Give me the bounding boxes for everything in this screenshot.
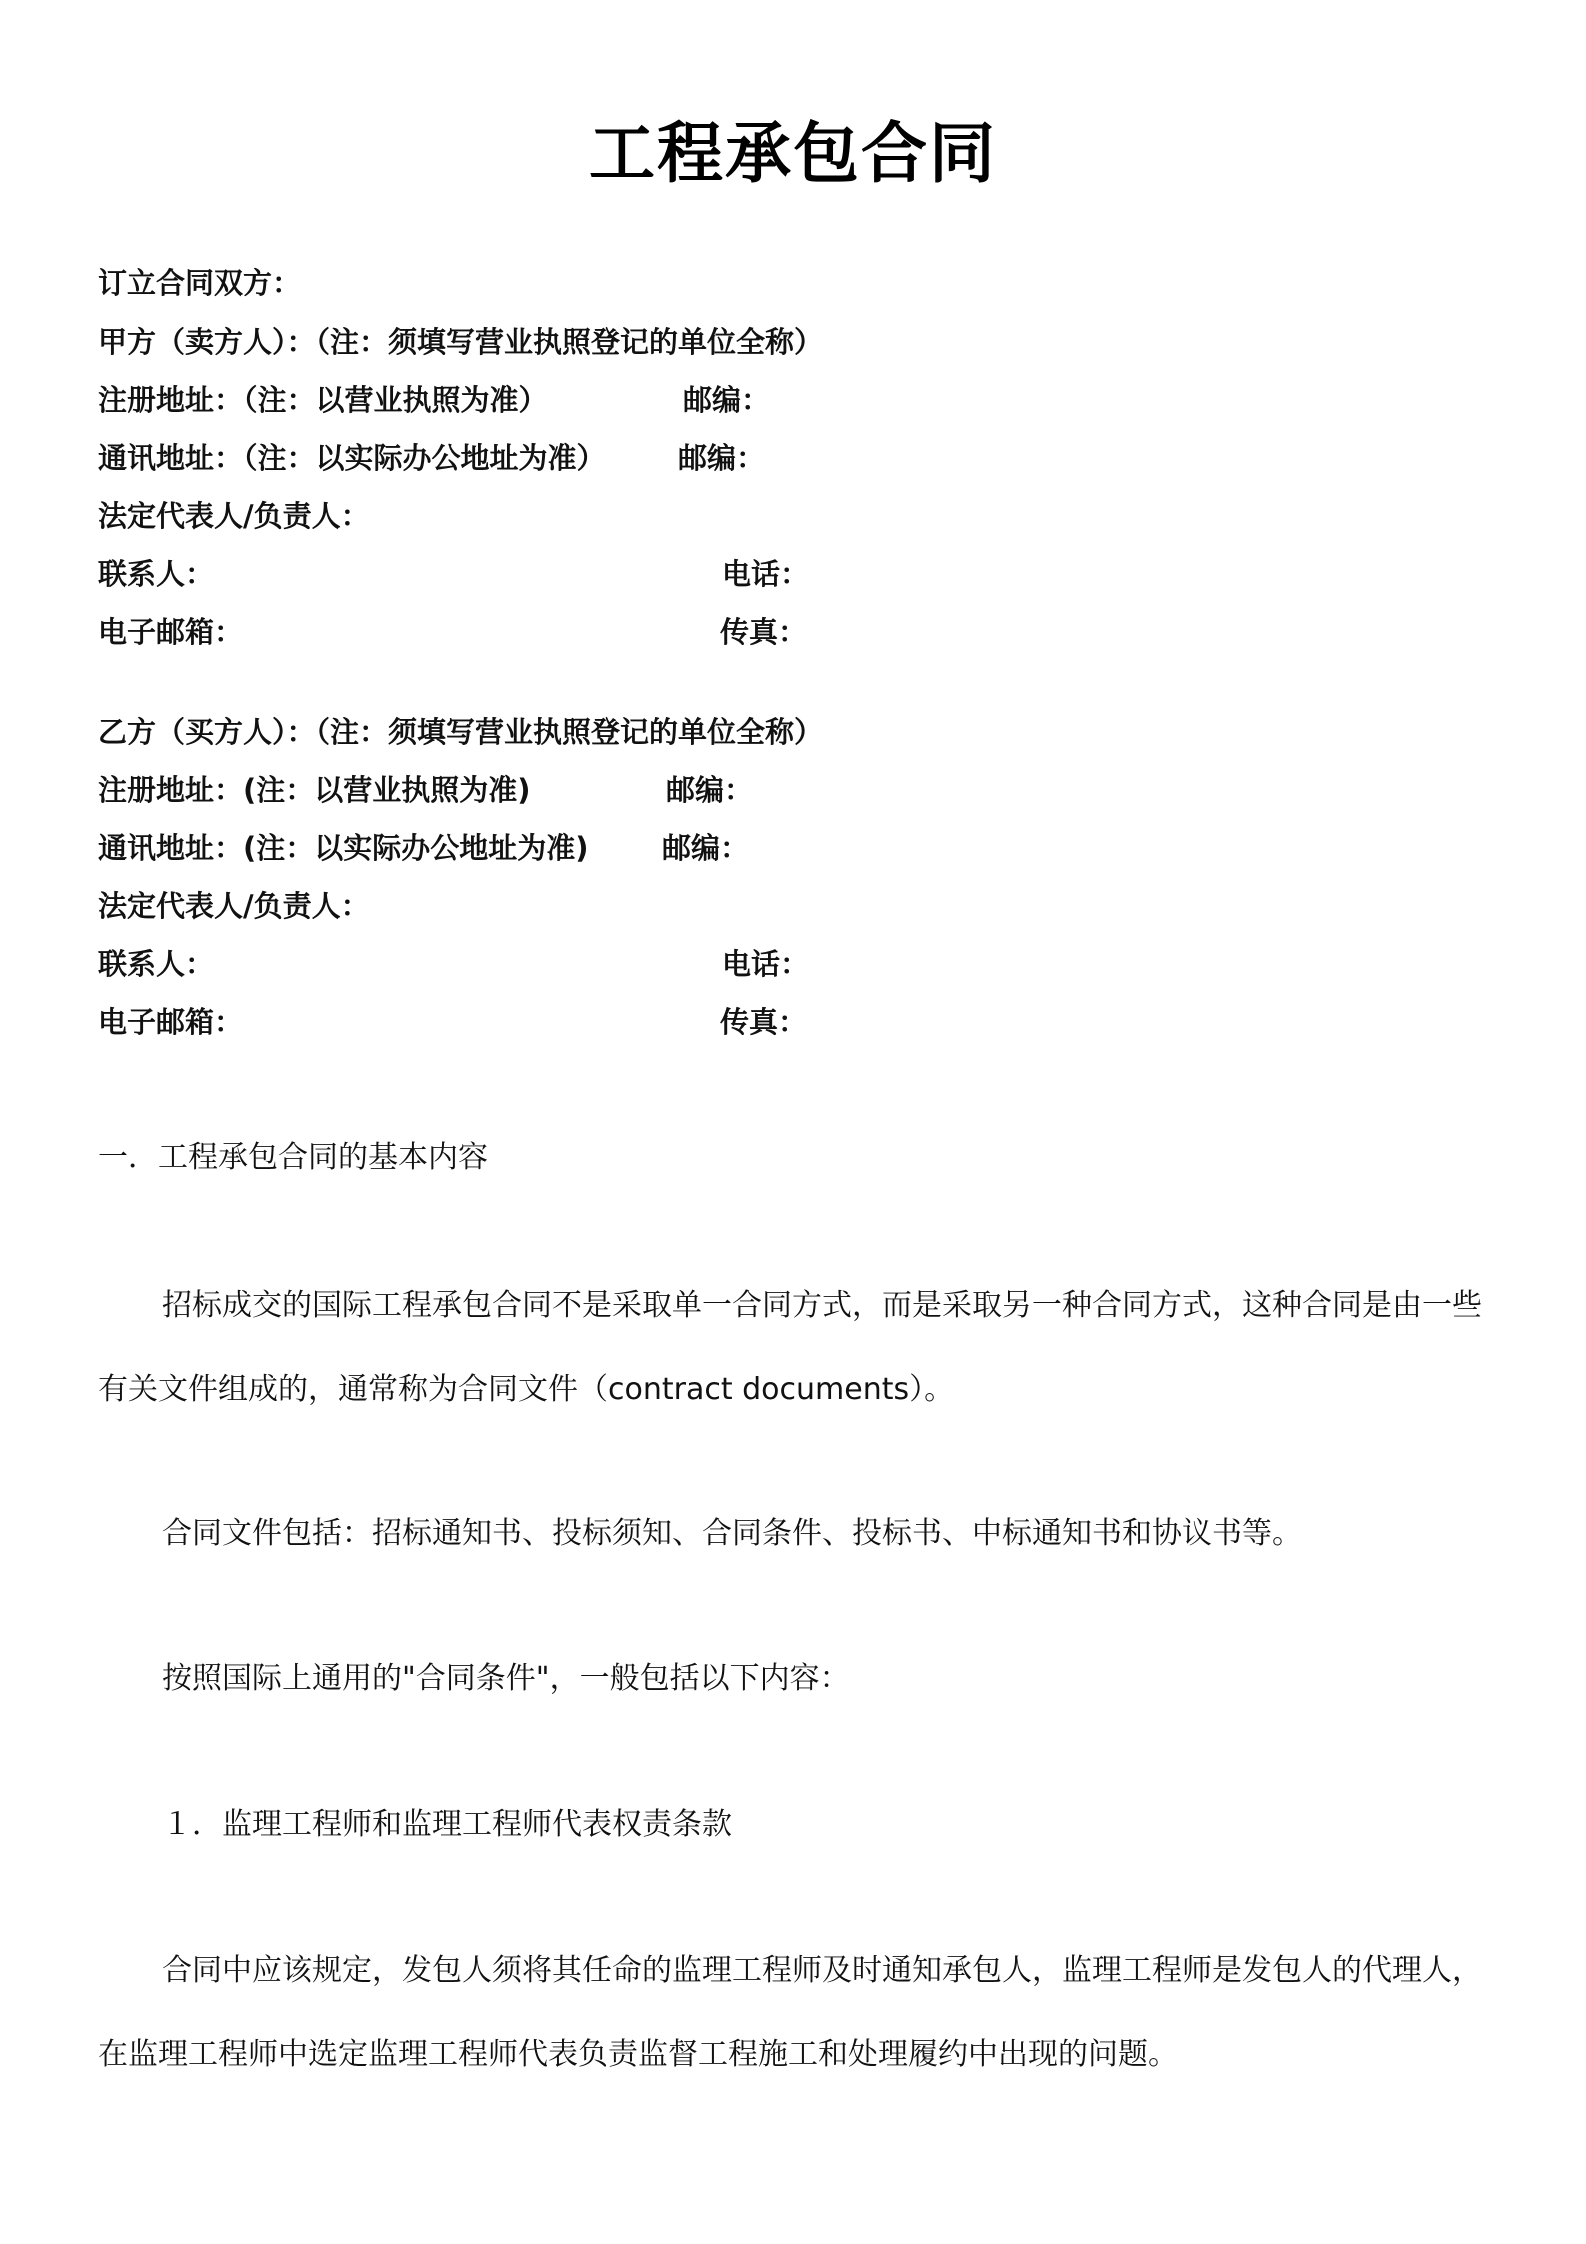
- party-b-name-line: 乙方（买方人）：（注：须填写营业执照登记的单位全称）: [98, 715, 824, 749]
- party-a-contact: 联系人：: [98, 557, 215, 591]
- party-a-phone: 电话：: [722, 557, 810, 591]
- party-a-legal-rep: 法定代表人/负责人：: [98, 499, 370, 533]
- party-b-mail-postcode: 邮编：: [662, 831, 750, 865]
- party-a-contact-row: [98, 554, 810, 594]
- paragraph-supervising-engineer: 合同中应该规定，发包人须将其任命的监理工程师及时通知承包人，监理工程师是发包人的代理人，在监理工程师中选定监理工程师代表负责监督工程施工和处理履约中出现的问题。: [98, 1953, 1482, 2072]
- party-b-email-row: [98, 1002, 808, 1042]
- paragraph-contract-documents-list: 合同文件包括：招标通知书、投标须知、合同条件、投标书、中标通知书和协议书等。: [162, 1516, 1302, 1551]
- parties-intro: 订立合同双方：: [98, 266, 302, 300]
- party-b-reg-postcode: 邮编：: [666, 773, 754, 807]
- party-b-reg-address: 注册地址：(注：以营业执照为准): [98, 773, 531, 807]
- party-b-fax: 传真：: [720, 1005, 808, 1039]
- party-a-reg-address-row: [98, 380, 771, 420]
- party-a-mail-address: 通讯地址：（注：以实际办公地址为准）: [98, 441, 606, 475]
- sub-heading-supervising-engineer: １．监理工程师和监理工程师代表权责条款: [162, 1807, 732, 1842]
- page-title: 工程承包合同: [589, 115, 997, 192]
- party-b-mail-address-row: [98, 828, 750, 868]
- section-1-heading: 一．工程承包合同的基本内容: [98, 1140, 488, 1175]
- party-b-email: 电子邮箱：: [98, 1005, 244, 1039]
- party-b-mail-address: 通讯地址：(注：以实际办公地址为准): [98, 831, 589, 865]
- paragraph-contract-conditions-intro: 按照国际上通用的"合同条件"，一般包括以下内容：: [162, 1661, 850, 1696]
- party-b-contact: 联系人：: [98, 947, 215, 981]
- party-a-email: 电子邮箱：: [98, 615, 244, 649]
- party-a-mail-postcode: 邮编：: [678, 441, 766, 475]
- party-a-name-line: 甲方（卖方人）：（注：须填写营业执照登记的单位全称）: [98, 325, 824, 359]
- party-a-reg-postcode: 邮编：: [683, 383, 771, 417]
- party-b-reg-address-row: [98, 770, 754, 810]
- paragraph-contract-documents: 招标成交的国际工程承包合同不是采取单一合同方式，而是采取另一种合同方式，这种合同是由一些有关文件组成的，通常称为合同文件（contract documents）。: [98, 1288, 1482, 1407]
- party-b-contact-row: [98, 944, 810, 984]
- party-b-legal-rep: 法定代表人/负责人：: [98, 889, 370, 923]
- party-a-fax: 传真：: [720, 615, 808, 649]
- party-a-reg-address: 注册地址：（注：以营业执照为准）: [98, 383, 548, 417]
- party-a-mail-address-row: [98, 438, 766, 478]
- party-b-phone: 电话：: [722, 947, 810, 981]
- party-a-email-row: [98, 612, 808, 652]
